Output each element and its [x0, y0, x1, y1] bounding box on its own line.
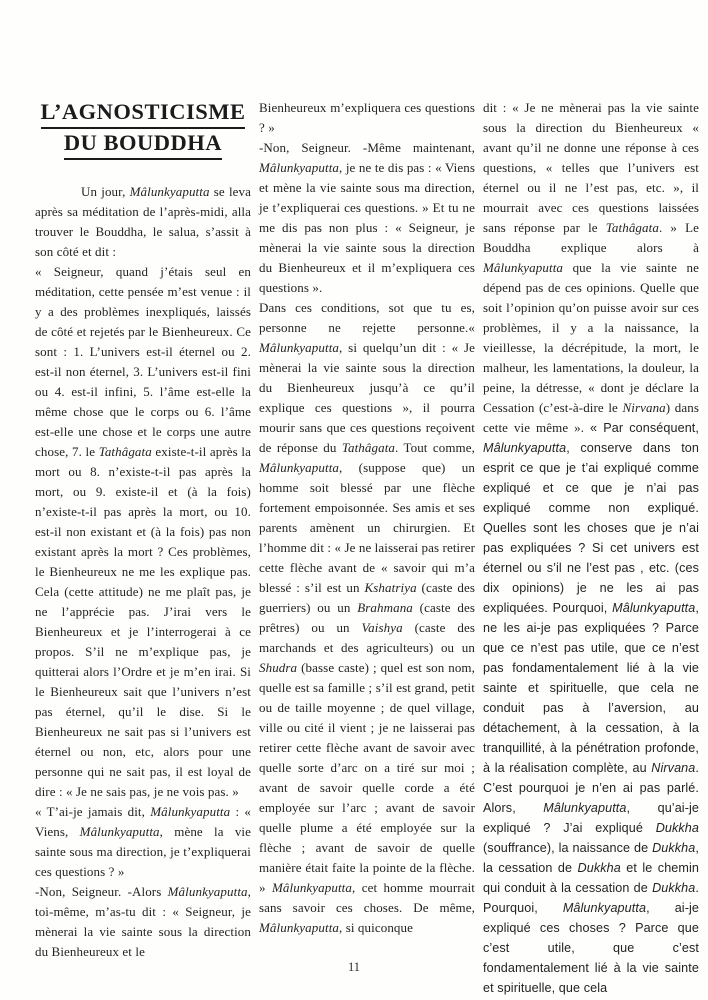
column-2-text [259, 98, 475, 938]
text-run: Bienheureux m’expliquera ces questions ? » [259, 100, 475, 135]
column-3-text [483, 98, 699, 998]
text-run: , conserve dans ton esprit ce que je t’ai expliqué comme expliqué et ce que je n’ai pas expliqué comme non expliqué. Quelles sont les choses que je n’ai pas expliquées ? Si cet univers est éternel ou s’il ne l’est pas , etc. (ces dix opinions) je ne les ai pas expliquées. Pourquoi, [483, 441, 699, 615]
text-run: , qu’ai-je expliqué ? J’ai expliqué [483, 801, 699, 835]
title-line-1: L’AGNOSTICISME [41, 98, 246, 129]
title-line-2: DU BOUDDHA [64, 129, 222, 160]
paragraph [259, 98, 475, 138]
text-run: Mâlunkyaputta [543, 801, 627, 815]
text-run: . Tout comme, [395, 440, 475, 455]
text-run: Un jour, [81, 184, 130, 199]
text-run: et le chemin qui conduit à la cessation de [483, 861, 699, 895]
text-run: Mâlunkyaputta [612, 601, 696, 615]
text-run: Mâlunkyaputta [483, 441, 567, 455]
text-run: Kshatriya [364, 580, 417, 595]
text-run: Dukkha [655, 821, 699, 835]
text-run: , (suppose que) un homme soit blessé par une flèche fortement empoisonnée. Ses amis et ses parents amènent un chirurgien. Et l’homme dit : « Je ne laisserai pas retirer cette flèche avant de « savoir qui m’a blessé : s’il est un [259, 460, 475, 595]
text-run: , toi-même, m’as-tu dit : « Seigneur, je mènerai la vie sainte sous la direction du Bienheureux et le [35, 884, 251, 959]
text-run: Tathâgata [341, 440, 396, 455]
paragraph [35, 262, 251, 802]
text-run: Mâlunkyaputta [483, 260, 564, 275]
text-run: (caste des prêtres) ou un [259, 600, 475, 635]
article-title [35, 98, 251, 160]
text-run: , ne les ai-je pas expliquées ? Parce que ce n’est pas utile, que ce n’est pas fondamentalement lié à la vie sainte et spirituelle, que cela ne conduit pas à l’aversion, au détachement, à la cessation, à la tranquillité, à la pénétration profonde, à la réalisation complète, au [483, 601, 699, 775]
column-2 [259, 98, 475, 998]
text-run: « Par conséquent, [589, 421, 700, 435]
paragraph [259, 138, 475, 298]
text-run: que la vie sainte ne dépend pas de ces opinions. Quelle que soit l’opinion qu’on puisse avoir sur ces problèmes, il y a la naissance, la vieillesse, la décrépitude, la mort, le malheur, les lamentations, la douleur, la peine, la détresse, « dont je déclare la Cessation (c’est-à-dire le [483, 260, 699, 415]
paragraph [35, 882, 251, 962]
paragraph [259, 298, 475, 938]
text-run: Mâlunkyaputta [259, 460, 340, 475]
text-run: (basse caste) ; quel est son nom, quelle est sa famille ; s’il est grand, petit ou de taille moyenne ; de quel village, ville ou cité il vient ; je ne laisserai pas retirer cette flèche avant de savoir avec quelle sorte d’arc on a tiré sur moi ; avant de savoir quelle corde a été employée sur l’arc ; avant de savoir quelle plume a été employée sur la flèche ; avant de savoir de quelle manière était faite la pointe de la flèche. » [259, 660, 475, 895]
text-run: , si quelqu’un dit : « Je mènerai la vie sainte sous la direction du Bienheureux jusqu’à ce qu’il explique ces questions », il pourra mourir sans que ces questions reçoivent de réponse du [259, 340, 475, 455]
text-run: , mène la vie sainte sous ma direction, je t’expliquerai ces questions ? » [35, 824, 252, 879]
text-run: Mâlunkyaputta [167, 884, 248, 899]
text-run: Mâlunkyaputta [259, 160, 340, 175]
text-run: « T’ai-je jamais dit, [35, 804, 151, 819]
text-run: Brahmana [357, 600, 413, 615]
text-run: ) dans cette vie même ». [483, 400, 699, 435]
text-run: Dans ces conditions, sot que tu es, personne ne rejette personne.« [259, 300, 475, 335]
text-run: -Non, Seigneur. -Même maintenant, [259, 140, 475, 155]
text-run: -Non, Seigneur. -Alors [35, 884, 168, 899]
text-run: , cet homme mourrait sans savoir ces choses. De même, [259, 880, 475, 915]
column-3 [483, 98, 699, 998]
text-run: . Pourquoi, [483, 881, 699, 915]
text-run: « Seigneur, quand j’étais seul en méditation, cette pensée m’est venue : il y a des problèmes inexpliqués, laissés de côté et rejetés par le Bienheureux. Ce sont : 1. L’univers est-il éternel ou 2. est-il non éternel, 3. L’univers est-il fini ou 4. est-il infini, 5. l’âme est-elle la même chose que le corps ou 6. l’âme est-elle une chose et le corps une autre chose, 7. le [35, 264, 251, 459]
text-run: Mâlunkyaputta [562, 901, 647, 915]
text-run: se leva après sa méditation de l’après-midi, alla trouver le Bouddha, le salua, s’assit à son côté et dit : [35, 184, 251, 259]
text-run: (caste des guerriers) ou un [259, 580, 475, 615]
text-run: Mâlunkyaputta [129, 184, 210, 199]
text-run: Tathâgata [98, 444, 152, 459]
text-run: , je ne te dis pas : « Viens et mène la vie sainte sous ma direction, je t’expliquerai ces questions. » Et tu ne me dis pas non plus : « Seigneur, je mènerai la vie sainte sous la direction du Bienheureux et il m’expliquera ces questions ». [259, 160, 475, 295]
text-run: Shudra [259, 660, 298, 675]
page-content [35, 98, 700, 998]
text-run: : « Viens, [35, 804, 251, 839]
text-run: Vaishya [361, 620, 403, 635]
text-run: (caste des marchands et des agriculteurs) ou un [259, 620, 475, 655]
text-run: , la cessation de [483, 841, 699, 875]
text-run: . » Le Bouddha explique alors à [483, 220, 699, 255]
text-run: (souffrance), la naissance de [483, 841, 653, 855]
page-number: 11 [347, 960, 361, 974]
text-run: Mâlunkyaputta [150, 804, 231, 819]
text-run: , ai-je expliqué ces choses ? Parce que c’est utile, que c’est fondamentalement lié à la vie sainte et spirituelle, que cela [483, 901, 699, 995]
text-run: Mâlunkyaputta [259, 920, 340, 935]
text-run: existe-t-il après la mort ou 8. n’existe-t-il pas après la mort, ou 9. existe-il et (à la fois) n’existe-t-il pas après la mort, ou 10. est-il non existant et (à la fois) pas non existant après la mort ? Ces problèmes, le Bienheureux ne me les explique pas. Cela (cette attitude) ne me plaît pas, je ne l’apprécie pas. J’irai vers le Bienheureux et je l’interrogerai à ce propos. S’il ne m’explique pas, je quitterai alors l’Ordre et je m’en irai. Si le Bienheureux sait que l’univers n’est pas éternel, qu’il le dise. Si le Bienheureux ne sait pas si l’univers est éternel ou non, etc, alors pour une personne qui ne sait pas, il est loyal de dire : « Je ne sais pas, je ne vois pas. » [35, 444, 251, 799]
text-run: , si quiconque [339, 920, 413, 935]
text-run: Mâlunkyaputta [259, 340, 340, 355]
column-1-text [35, 182, 251, 962]
text-run: Nirvana [622, 400, 666, 415]
text-run: dit : « Je ne mènerai pas la vie sainte sous la direction du Bienheureux « avant qu’il ne donne une réponse à ces questions, « telles que l’univers est éternel ou il ne l’est pas, etc. », il mourrait avec ces questions laissées sans réponse par le [483, 100, 699, 235]
text-run: Mâlunkyaputta [271, 880, 352, 895]
text-run: Nirvana [651, 761, 696, 775]
text-run: Dukkha [652, 881, 696, 895]
text-run: Mâlunkyaputta [79, 824, 160, 839]
text-run: . C’est pourquoi je n’en ai pas parlé. Alors, [483, 761, 699, 815]
column-1 [35, 98, 251, 998]
text-run: Dukkha [577, 861, 621, 875]
text-run: Tathâgata [605, 220, 659, 235]
paragraph [35, 182, 251, 262]
paragraph [35, 802, 251, 882]
text-run: Dukkha [652, 841, 696, 855]
paragraph [483, 98, 699, 998]
